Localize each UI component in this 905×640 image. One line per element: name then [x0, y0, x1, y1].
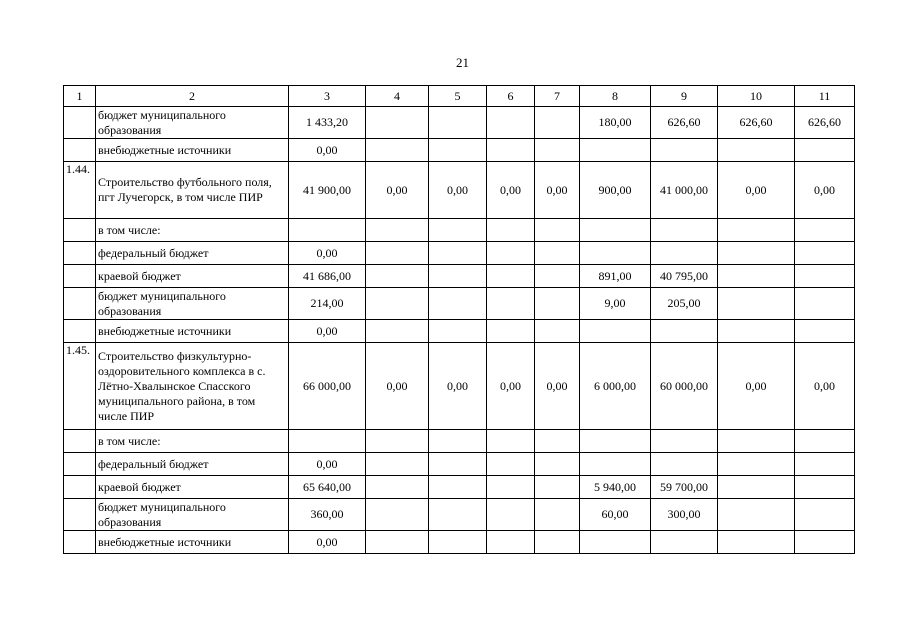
item-number-cell — [64, 453, 96, 476]
amount-cell — [718, 139, 795, 162]
item-number-cell — [64, 476, 96, 499]
amount-cell — [718, 288, 795, 320]
item-number-cell: 1.44. — [64, 162, 96, 219]
amount-cell — [366, 499, 429, 531]
amount-cell: 5 940,00 — [580, 476, 651, 499]
amount-cell: 0,00 — [289, 242, 366, 265]
amount-cell: 0,00 — [718, 162, 795, 219]
item-number-cell — [64, 288, 96, 320]
amount-cell — [651, 139, 718, 162]
table-row — [64, 139, 855, 162]
amount-cell: 626,60 — [795, 107, 855, 139]
amount-cell: 900,00 — [580, 162, 651, 219]
amount-cell — [580, 531, 651, 554]
amount-cell: 0,00 — [535, 162, 580, 219]
amount-cell — [535, 242, 580, 265]
amount-cell — [366, 453, 429, 476]
amount-cell — [366, 265, 429, 288]
amount-cell — [535, 430, 580, 453]
amount-cell — [366, 219, 429, 242]
amount-cell — [487, 265, 535, 288]
amount-cell: 0,00 — [535, 343, 580, 430]
amount-cell — [718, 499, 795, 531]
amount-cell — [487, 430, 535, 453]
amount-cell — [487, 107, 535, 139]
amount-cell — [795, 499, 855, 531]
column-number-cell: 1 — [64, 86, 96, 107]
amount-cell — [795, 219, 855, 242]
amount-cell — [580, 242, 651, 265]
column-number-cell: 3 — [289, 86, 366, 107]
amount-cell — [366, 288, 429, 320]
item-description-cell: краевой бюджет — [96, 476, 289, 499]
amount-cell — [487, 531, 535, 554]
amount-cell: 41 900,00 — [289, 162, 366, 219]
amount-cell: 0,00 — [429, 343, 487, 430]
table-row — [64, 320, 855, 343]
item-number-cell — [64, 430, 96, 453]
item-description-cell: в том числе: — [96, 430, 289, 453]
amount-cell — [289, 430, 366, 453]
amount-cell — [429, 242, 487, 265]
amount-cell — [487, 288, 535, 320]
amount-cell — [795, 430, 855, 453]
amount-cell — [718, 219, 795, 242]
item-number-cell — [64, 219, 96, 242]
amount-cell: 1 433,20 — [289, 107, 366, 139]
item-description-cell: Строительство футбольного поля, пгт Лучегорск, в том числе ПИР — [96, 162, 289, 219]
amount-cell: 0,00 — [289, 453, 366, 476]
item-description-cell: внебюджетные источники — [96, 139, 289, 162]
amount-cell — [487, 453, 535, 476]
amount-cell — [535, 265, 580, 288]
amount-cell — [795, 288, 855, 320]
table-row — [64, 476, 855, 499]
amount-cell: 891,00 — [580, 265, 651, 288]
amount-cell — [429, 139, 487, 162]
amount-cell — [535, 499, 580, 531]
amount-cell — [429, 320, 487, 343]
amount-cell — [429, 107, 487, 139]
amount-cell: 65 640,00 — [289, 476, 366, 499]
amount-cell — [429, 499, 487, 531]
item-description-cell: бюджет муниципального образования — [96, 499, 289, 531]
amount-cell — [429, 265, 487, 288]
amount-cell: 205,00 — [651, 288, 718, 320]
amount-cell — [651, 531, 718, 554]
amount-cell — [429, 219, 487, 242]
amount-cell: 40 795,00 — [651, 265, 718, 288]
amount-cell — [535, 107, 580, 139]
amount-cell — [535, 531, 580, 554]
column-number-cell: 4 — [366, 86, 429, 107]
column-number-cell: 7 — [535, 86, 580, 107]
amount-cell — [535, 288, 580, 320]
column-number-cell: 2 — [96, 86, 289, 107]
item-description-cell: краевой бюджет — [96, 265, 289, 288]
amount-cell: 41 686,00 — [289, 265, 366, 288]
table-row — [64, 343, 855, 430]
amount-cell: 66 000,00 — [289, 343, 366, 430]
amount-cell — [535, 320, 580, 343]
item-description-cell: федеральный бюджет — [96, 242, 289, 265]
amount-cell — [718, 531, 795, 554]
amount-cell — [718, 476, 795, 499]
amount-cell — [795, 242, 855, 265]
amount-cell — [718, 430, 795, 453]
item-number-cell — [64, 139, 96, 162]
amount-cell — [718, 265, 795, 288]
amount-cell — [795, 476, 855, 499]
amount-cell — [429, 531, 487, 554]
amount-cell — [651, 430, 718, 453]
amount-cell: 60,00 — [580, 499, 651, 531]
amount-cell: 0,00 — [795, 162, 855, 219]
amount-cell: 0,00 — [718, 343, 795, 430]
amount-cell — [366, 531, 429, 554]
page-number: 21 — [456, 55, 469, 70]
header-row — [64, 86, 855, 107]
column-number-cell: 9 — [651, 86, 718, 107]
amount-cell — [487, 242, 535, 265]
budget-table — [63, 85, 855, 554]
amount-cell — [487, 320, 535, 343]
table-row — [64, 430, 855, 453]
amount-cell — [487, 499, 535, 531]
amount-cell — [580, 430, 651, 453]
amount-cell: 0,00 — [795, 343, 855, 430]
amount-cell — [366, 320, 429, 343]
amount-cell: 0,00 — [289, 139, 366, 162]
amount-cell — [795, 531, 855, 554]
amount-cell: 9,00 — [580, 288, 651, 320]
amount-cell — [795, 320, 855, 343]
amount-cell: 180,00 — [580, 107, 651, 139]
amount-cell: 60 000,00 — [651, 343, 718, 430]
table-row — [64, 288, 855, 320]
item-number-cell — [64, 499, 96, 531]
table-row — [64, 531, 855, 554]
amount-cell — [535, 476, 580, 499]
amount-cell — [580, 219, 651, 242]
amount-cell — [535, 139, 580, 162]
amount-cell — [795, 265, 855, 288]
amount-cell — [580, 320, 651, 343]
amount-cell: 214,00 — [289, 288, 366, 320]
item-number-cell — [64, 531, 96, 554]
amount-cell — [651, 320, 718, 343]
amount-cell — [366, 476, 429, 499]
column-number-cell: 11 — [795, 86, 855, 107]
table-row — [64, 499, 855, 531]
amount-cell — [718, 320, 795, 343]
item-number-cell — [64, 107, 96, 139]
amount-cell — [718, 242, 795, 265]
item-description-cell: в том числе: — [96, 219, 289, 242]
amount-cell — [366, 430, 429, 453]
amount-cell — [366, 242, 429, 265]
item-description-cell: бюджет муниципального образования — [96, 288, 289, 320]
table-row — [64, 453, 855, 476]
amount-cell: 0,00 — [289, 531, 366, 554]
amount-cell — [535, 219, 580, 242]
amount-cell: 0,00 — [366, 162, 429, 219]
amount-cell — [718, 453, 795, 476]
item-number-cell — [64, 320, 96, 343]
table-body — [64, 86, 855, 554]
amount-cell: 0,00 — [366, 343, 429, 430]
amount-cell: 626,60 — [651, 107, 718, 139]
amount-cell — [429, 430, 487, 453]
item-number-cell — [64, 242, 96, 265]
item-description-cell: Строительство физкультурно-оздоровительного комплекса в с. Лётно-Хвалынское Спасского муниципального района, в том числе ПИР — [96, 343, 289, 430]
column-number-cell: 5 — [429, 86, 487, 107]
amount-cell: 626,60 — [718, 107, 795, 139]
amount-cell — [429, 288, 487, 320]
item-description-cell: внебюджетные источники — [96, 531, 289, 554]
amount-cell — [487, 139, 535, 162]
amount-cell: 360,00 — [289, 499, 366, 531]
amount-cell: 0,00 — [487, 162, 535, 219]
column-number-cell: 10 — [718, 86, 795, 107]
amount-cell — [651, 242, 718, 265]
amount-cell — [289, 219, 366, 242]
amount-cell: 300,00 — [651, 499, 718, 531]
item-description-cell: бюджет муниципального образования — [96, 107, 289, 139]
item-number-cell — [64, 265, 96, 288]
amount-cell — [580, 453, 651, 476]
item-description-cell: федеральный бюджет — [96, 453, 289, 476]
amount-cell — [795, 453, 855, 476]
amount-cell — [651, 453, 718, 476]
amount-cell: 0,00 — [289, 320, 366, 343]
table-row — [64, 107, 855, 139]
table-row — [64, 242, 855, 265]
amount-cell — [429, 476, 487, 499]
amount-cell: 6 000,00 — [580, 343, 651, 430]
amount-cell — [487, 476, 535, 499]
amount-cell: 59 700,00 — [651, 476, 718, 499]
table-row — [64, 162, 855, 219]
table-row — [64, 265, 855, 288]
amount-cell — [366, 139, 429, 162]
column-number-cell: 8 — [580, 86, 651, 107]
amount-cell: 0,00 — [487, 343, 535, 430]
amount-cell — [487, 219, 535, 242]
amount-cell — [366, 107, 429, 139]
amount-cell — [535, 453, 580, 476]
table-row — [64, 219, 855, 242]
amount-cell — [580, 139, 651, 162]
amount-cell: 41 000,00 — [651, 162, 718, 219]
item-description-cell: внебюджетные источники — [96, 320, 289, 343]
column-number-cell: 6 — [487, 86, 535, 107]
item-number-cell: 1.45. — [64, 343, 96, 430]
amount-cell — [429, 453, 487, 476]
amount-cell: 0,00 — [429, 162, 487, 219]
amount-cell — [795, 139, 855, 162]
amount-cell — [651, 219, 718, 242]
